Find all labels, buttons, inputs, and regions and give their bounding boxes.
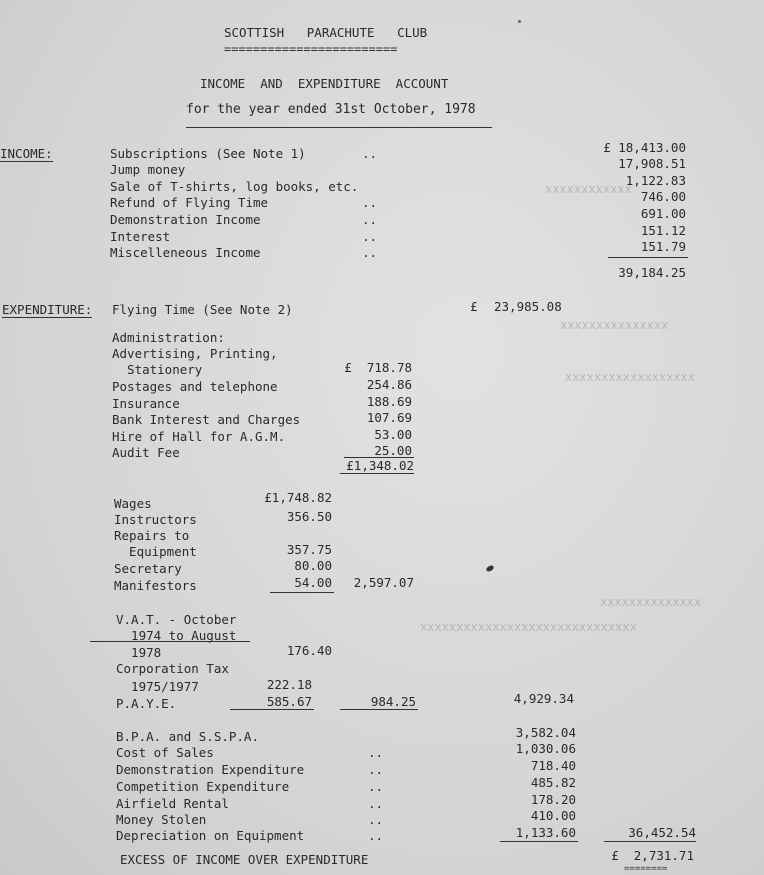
income-item-amount: 691.00 — [640, 206, 686, 221]
other-item-amount: 485.82 — [530, 775, 576, 790]
income-item-label: Jump money — [110, 162, 186, 177]
other-item-dots: .. — [368, 812, 384, 827]
tax-underline — [230, 709, 314, 710]
income-item-amount: 17,908.51 — [618, 156, 686, 171]
admin-item-label: Bank Interest and Charges — [112, 412, 301, 427]
admin-item-label: Postages and telephone — [112, 379, 278, 394]
show-through-text: xxxxxxxxxxxxxxx — [560, 318, 669, 332]
tax-total-underline — [340, 709, 418, 710]
other-item-label: B.P.A. and S.S.P.A. — [116, 729, 259, 744]
period-underline — [186, 127, 492, 128]
tax-item-label: Corporation Tax — [116, 661, 229, 676]
other-item-label: Demonstration Expenditure — [116, 762, 305, 777]
wages-item-label: Repairs to — [114, 528, 190, 543]
income-item-amount: 746.00 — [640, 189, 686, 204]
admin-item-amount: 107.69 — [366, 410, 412, 425]
wages-total: 2,597.07 — [353, 575, 414, 590]
ink-speck — [485, 564, 494, 572]
admin-item-amount: £ 718.78 — [344, 360, 412, 375]
other-item-amount: 410.00 — [530, 808, 576, 823]
income-item-dots: .. — [362, 212, 378, 227]
tax-item-amount: 176.40 — [286, 643, 332, 658]
income-item-dots: .. — [362, 146, 378, 161]
flying-time-amount: 23,985.08 — [494, 299, 562, 314]
admin-total-underline — [340, 473, 414, 474]
excess-amount: £ 2,731.71 — [611, 848, 694, 863]
flying-time-label: Flying Time (See Note 2) — [112, 302, 293, 317]
wages-item-label: Equipment — [114, 544, 197, 559]
wages-item-amount: 54.00 — [294, 575, 332, 590]
other-item-label: Depreciation on Equipment — [116, 828, 305, 843]
club-name: SCOTTISH PARACHUTE CLUB — [224, 25, 428, 40]
wages-item-label: Instructors — [114, 512, 197, 527]
show-through-text: xxxxxxxxxxxxxxxxxx — [565, 370, 696, 384]
income-total-rule — [608, 257, 688, 258]
admin-total: £1,348.02 — [346, 458, 414, 473]
expenditure-heading: EXPENDITURE: — [2, 302, 93, 317]
income-item-amount: 151.12 — [640, 223, 686, 238]
income-item-amount: 151.79 — [640, 239, 686, 254]
income-item-label: Interest — [110, 229, 171, 244]
wages-item-label: Secretary — [114, 561, 182, 576]
show-through-text: xxxxxxxxxxxxxxxxxxxxxxxxxxxxxx — [420, 620, 637, 634]
period-line: for the year ended 31st October, 1978 — [186, 102, 476, 117]
show-through-text: xxxxxxxxxxxxxx — [600, 595, 702, 609]
other-item-dots: .. — [368, 828, 384, 843]
tax-group-total: 4,929.34 — [513, 691, 574, 706]
wages-item-label: Manifestors — [114, 578, 197, 593]
tax-item-label: V.A.T. - October — [116, 612, 237, 627]
income-item-label: Demonstration Income — [110, 212, 261, 227]
income-total: 39,184.25 — [618, 265, 686, 280]
admin-item-amount: 53.00 — [374, 427, 412, 442]
tax-item-label: 1974 to August — [116, 628, 237, 643]
income-item-dots: .. — [362, 229, 378, 244]
income-item-dots: .. — [362, 195, 378, 210]
show-through-text: xxxxxxxxxxxx — [545, 182, 632, 196]
other-item-dots: .. — [368, 779, 384, 794]
tax-item-amount: 585.67 — [266, 694, 312, 709]
title-rule: ======================== — [224, 42, 398, 56]
flying-time-currency: £ — [470, 299, 478, 314]
admin-item-label: Audit Fee — [112, 445, 180, 460]
other-item-label: Competition Expenditure — [116, 779, 290, 794]
admin-item-label: Stationery — [112, 362, 203, 377]
admin-item-amount: 188.69 — [366, 394, 412, 409]
ink-speck — [518, 20, 521, 23]
other-item-dots: .. — [368, 745, 384, 760]
wages-item-amount: 357.75 — [286, 542, 332, 557]
wages-item-amount: 80.00 — [294, 558, 332, 573]
wages-item-amount: 356.50 — [286, 509, 332, 524]
income-item-label: Miscelleneous Income — [110, 245, 261, 260]
other-item-label: Airfield Rental — [116, 796, 229, 811]
other-item-amount: 1,030.06 — [515, 741, 576, 756]
other-item-label: Money Stolen — [116, 812, 207, 827]
other-underline — [500, 841, 578, 842]
tax-item-label: 1975/1977 — [116, 679, 199, 694]
income-heading: INCOME: — [0, 146, 53, 161]
admin-item-amount: 254.86 — [366, 377, 412, 392]
other-item-dots: .. — [368, 762, 384, 777]
admin-item-label: Advertising, Printing, — [112, 346, 278, 361]
wages-item-amount: £1,748.82 — [264, 490, 332, 505]
income-item-label: Subscriptions (See Note 1) — [110, 146, 306, 161]
tax-item-label: P.A.Y.E. — [116, 696, 177, 711]
other-item-amount: 3,582.04 — [515, 725, 576, 740]
admin-heading: Administration: — [112, 330, 225, 345]
tax-item-amount: 222.18 — [266, 677, 312, 692]
admin-item-amount: 25.00 — [374, 443, 412, 458]
admin-item-label: Insurance — [112, 396, 180, 411]
other-item-label: Cost of Sales — [116, 745, 214, 760]
income-item-amount: 1,122.83 — [625, 173, 686, 188]
wages-underline — [270, 592, 334, 593]
expenditure-total-underline — [604, 841, 696, 842]
income-item-label: Refund of Flying Time — [110, 195, 269, 210]
tax-total: 984.25 — [370, 694, 416, 709]
tax-item-label: 1978 — [116, 645, 162, 660]
wages-item-label: Wages — [114, 496, 152, 511]
excess-label: EXCESS OF INCOME OVER EXPENDITURE — [120, 852, 369, 867]
other-item-amount: 178.20 — [530, 792, 576, 807]
other-item-amount: 718.40 — [530, 758, 576, 773]
other-item-amount: 1,133.60 — [515, 825, 576, 840]
expenditure-total: 36,452.54 — [628, 825, 696, 840]
other-item-dots: .. — [368, 796, 384, 811]
income-item-label: Sale of T-shirts, log books, etc. — [110, 179, 359, 194]
account-title: INCOME AND EXPENDITURE ACCOUNT — [200, 76, 449, 91]
tax-strike-rule — [90, 641, 250, 642]
admin-item-label: Hire of Hall for A.G.M. — [112, 429, 286, 444]
excess-double-rule: ======== — [624, 864, 668, 874]
income-item-amount: £ 18,413.00 — [603, 140, 686, 155]
income-item-dots: .. — [362, 245, 378, 260]
